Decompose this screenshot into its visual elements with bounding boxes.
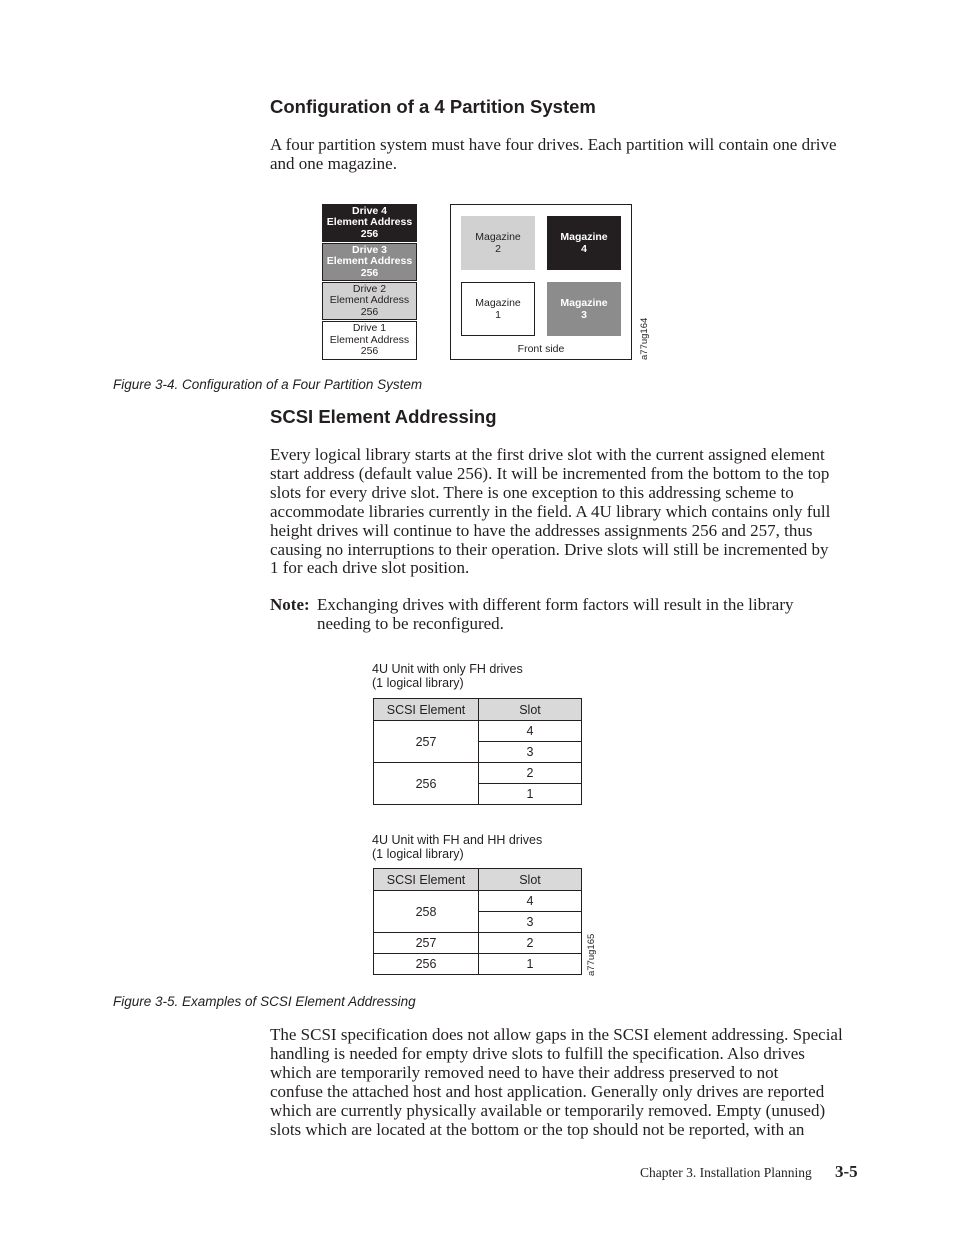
section-heading-scsi: SCSI Element Addressing (270, 406, 497, 427)
magazine-1-box (461, 282, 535, 336)
element-cell: 257 (374, 721, 479, 763)
table-header-element: SCSI Element (374, 699, 479, 721)
drive-4-box (322, 204, 417, 242)
drive-2-address-label: Element Address (329, 294, 410, 307)
magazine-2-label: Magazine (475, 231, 521, 243)
magazine-4-box (547, 216, 621, 270)
drive-1-name: Drive 1 (352, 322, 387, 335)
magazine-3-box (547, 282, 621, 336)
figure-3-5-caption: Figure 3-5. Examples of SCSI Element Addressing (113, 994, 416, 1009)
drive-1-box (322, 321, 417, 360)
element-cell: 258 (374, 891, 479, 933)
drive-3-box (322, 243, 417, 281)
magazine-3-number: 3 (581, 309, 587, 321)
magazine-2-number: 2 (495, 243, 501, 255)
page-number: 3-5 (835, 1162, 858, 1181)
closing-line: slots which are located at the bottom or the top should not be reported, with an (270, 1119, 805, 1139)
table-1-title-line: (1 logical library) (372, 676, 464, 690)
slot-cell: 4 (479, 891, 582, 912)
slot-cell: 4 (479, 721, 582, 742)
partition-paragraph: A four partition system must have four drives. Each partition will contain one drive and one magazine. (270, 135, 837, 173)
table-2-title-line: 4U Unit with FH and HH drives (372, 833, 543, 847)
table-2-title (372, 833, 542, 861)
scsi-paragraph-line: accommodate libraries currently in the field. A 4U library which contains only full (270, 501, 831, 521)
figure-3-4-caption: Figure 3-4. Configuration of a Four Partition System (113, 377, 423, 392)
table-header-slot: Slot (479, 869, 582, 891)
table-1-title (372, 662, 523, 690)
note-label: Note: (270, 595, 310, 614)
drive-4-name: Drive 4 (351, 204, 388, 217)
drive-4-address: 256 (360, 227, 379, 240)
table-row (374, 891, 582, 912)
slot-cell: 3 (479, 742, 582, 763)
note-text (317, 596, 877, 634)
element-cell: 256 (374, 763, 479, 805)
drive-1-address: 256 (360, 345, 379, 358)
magazine-3-label: Magazine (560, 297, 608, 309)
closing-paragraph (270, 1026, 870, 1139)
footer-chapter: Chapter 3. Installation Planning (640, 1165, 812, 1180)
drive-2-name: Drive 2 (352, 282, 387, 295)
table-row (374, 763, 582, 784)
drive-2-box (322, 282, 417, 320)
drive-3-name: Drive 3 (351, 243, 388, 256)
scsi-paragraph-line: Every logical library starts at the first drive slot with the current assigned element (270, 445, 825, 464)
drive-2-address: 256 (360, 305, 379, 318)
slot-cell: 1 (479, 954, 582, 975)
scsi-paragraph (270, 446, 870, 578)
figure-4-art-id: a77ug164 (639, 317, 650, 360)
scsi-table-fh (373, 698, 582, 805)
magazine-1-label: Magazine (475, 297, 521, 309)
closing-line: handling is needed for empty drive slots to fulfill the specification. Also drives (270, 1043, 805, 1063)
section-heading-partition: Configuration of a 4 Partition System (270, 96, 596, 117)
table-header-slot: Slot (479, 699, 582, 721)
magazine-4-label: Magazine (560, 231, 608, 243)
figure-5-art-id: a77ug165 (586, 933, 597, 976)
note-line: needing to be reconfigured. (317, 613, 504, 633)
scsi-paragraph-line: causing no interruptions to their operation. Drive slots will still be incremented by (270, 539, 829, 559)
scsi-table-fh-hh (373, 868, 582, 975)
closing-line: The SCSI specification does not allow gaps in the SCSI element addressing. Special (270, 1025, 843, 1044)
scsi-paragraph-line: slots for every drive slot. There is one exception to this addressing scheme to (270, 482, 794, 502)
scsi-paragraph-line: 1 for each drive slot position. (270, 558, 470, 578)
table-row (374, 721, 582, 742)
element-cell: 257 (374, 933, 479, 954)
magazine-1-number: 1 (495, 309, 501, 321)
closing-line: which are temporarily removed need to have their address preserved to not (270, 1062, 779, 1082)
slot-cell: 1 (479, 784, 582, 805)
scsi-paragraph-line: start address (default value 256). It will be incremented from the bottom to the top (270, 463, 830, 483)
closing-line: confuse the attached host and host application. Generally only drives are reported (270, 1081, 825, 1101)
closing-line: which are currently physically available or temporarily removed. Empty (unused) (270, 1100, 826, 1120)
drive-3-address-label: Element Address (326, 255, 413, 268)
magazine-4-number: 4 (581, 243, 587, 255)
drive-1-address-label: Element Address (329, 333, 410, 346)
front-side-label: Front side (517, 343, 565, 355)
slot-cell: 2 (479, 933, 582, 954)
drive-3-address: 256 (360, 266, 379, 279)
note-line: Exchanging drives with different form factors will result in the library (317, 595, 794, 614)
table-2-title-line: (1 logical library) (372, 847, 464, 861)
scsi-paragraph-line: height drives will continue to have the addresses assignments 256 and 257, thus (270, 520, 813, 540)
slot-cell: 2 (479, 763, 582, 784)
slot-cell: 3 (479, 912, 582, 933)
table-header-element: SCSI Element (374, 869, 479, 891)
table-1-title-line: 4U Unit with only FH drives (372, 662, 523, 676)
magazine-2-box (461, 216, 535, 270)
element-cell: 256 (374, 954, 479, 975)
table-row (374, 954, 582, 975)
drive-4-address-label: Element Address (326, 216, 413, 229)
table-row (374, 933, 582, 954)
